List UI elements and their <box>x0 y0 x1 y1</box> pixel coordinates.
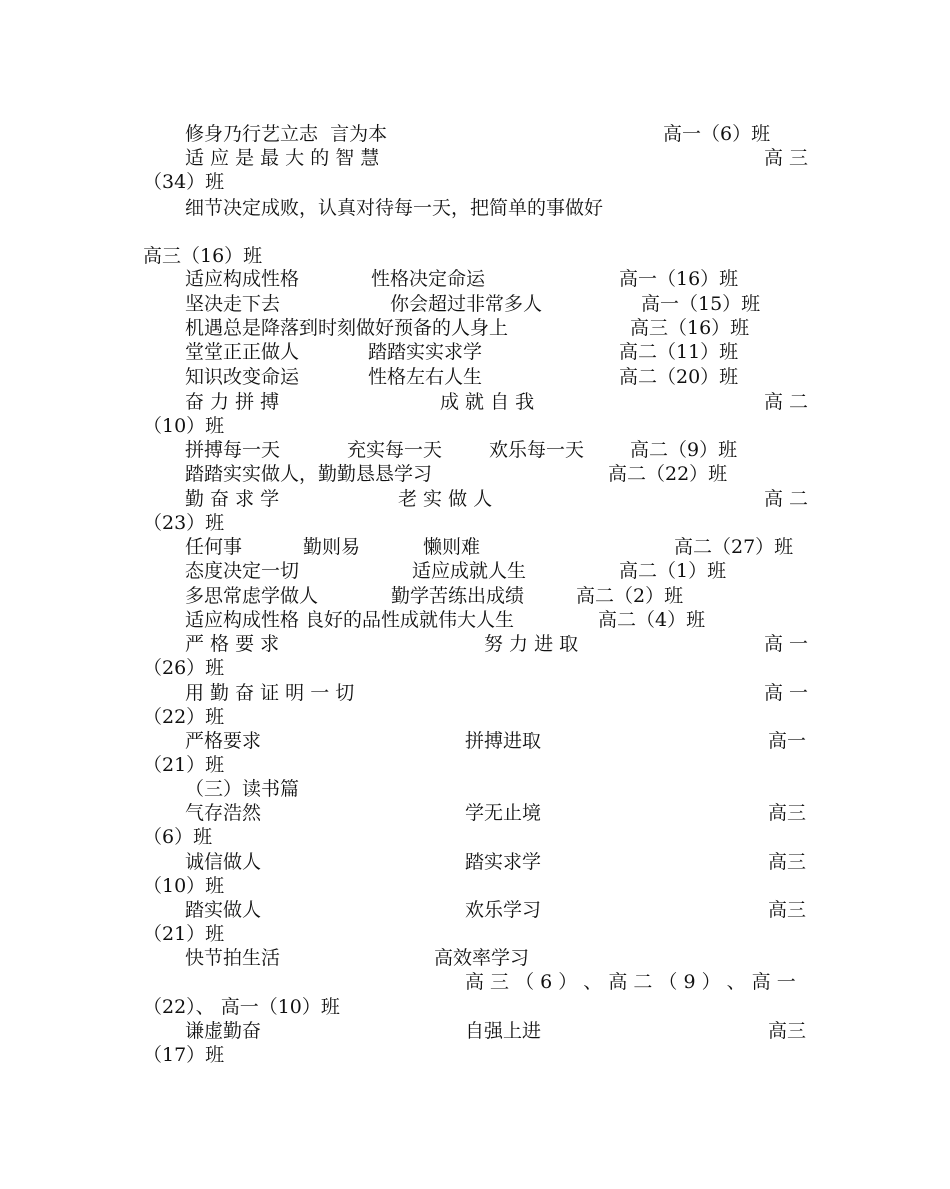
class-label: 高一 <box>768 730 807 752</box>
class-label: 高二（2）班 <box>576 585 684 607</box>
class-label: 高三 <box>768 802 807 824</box>
class-label: 高 二 <box>764 391 809 413</box>
class-label-continued: （21）班 <box>143 754 225 776</box>
class-label: 高三 <box>768 1020 807 1042</box>
class-label-continued: （10）班 <box>143 415 225 437</box>
class-label: 高二（9）班 <box>630 439 738 461</box>
motto-second: 踏踏实实求学 <box>368 341 483 363</box>
motto-second: 勤学苦练出成绩 <box>391 585 525 607</box>
class-label: 高 三 <box>764 147 809 169</box>
motto-second: 成 就 自 我 <box>440 391 535 413</box>
class-label: 高三 <box>768 899 807 921</box>
class-label: 高二（11）班 <box>619 341 739 363</box>
motto-second: 拼搏进取 <box>465 730 542 752</box>
motto-second: 勤则易 <box>303 536 361 558</box>
motto: 适 应 是 最 大 的 智 慧 <box>185 147 380 169</box>
class-label: 高 二 <box>764 488 809 510</box>
motto: 堂堂正正做人 <box>185 341 300 363</box>
motto-third: 欢乐每一天 <box>489 439 585 461</box>
class-label: 高一（16）班 <box>619 268 739 290</box>
motto-second: 欢乐学习 <box>465 899 542 921</box>
motto: 用 勤 奋 证 明 一 切 <box>185 682 355 704</box>
motto: 适应构成性格 <box>185 268 300 290</box>
class-label: 高二（1）班 <box>619 560 727 582</box>
motto: 细节决定成败，认真对待每一天，把简单的事做好 <box>185 197 604 219</box>
motto: 修身乃行艺立志 言为本 <box>185 123 388 145</box>
class-label: 高一（15）班 <box>641 293 761 315</box>
class-label-continued: （21）班 <box>143 923 225 945</box>
motto: 适应构成性格 良好的品性成就伟大人生 <box>185 609 515 631</box>
motto-second: 充实每一天 <box>347 439 443 461</box>
motto: 知识改变命运 <box>185 366 300 388</box>
class-label-continued: （26）班 <box>143 657 225 679</box>
motto-second: 性格决定命运 <box>371 268 486 290</box>
class-label: 高二（20）班 <box>619 366 739 388</box>
motto: 踏踏实实做人，勤勤恳恳学习 <box>185 463 433 485</box>
motto: 任何事 <box>185 536 243 558</box>
motto: 态度决定一切 <box>185 560 300 582</box>
class-label-continued: （34）班 <box>143 171 225 193</box>
class-label: 高二（27）班 <box>674 536 794 558</box>
motto: 勤 奋 求 学 <box>185 488 280 510</box>
motto: 机遇总是降落到时刻做好预备的人身上 <box>185 317 509 339</box>
class-label-continued: （22）、 高一（10）班 <box>143 996 340 1018</box>
motto: 严格要求 <box>185 730 262 752</box>
class-label: 高二（22）班 <box>608 463 728 485</box>
class-label-continued: （6）班 <box>143 826 213 848</box>
motto-second: 自强上进 <box>465 1020 542 1042</box>
class-label-continued: （17）班 <box>143 1044 225 1066</box>
motto: 奋 力 拼 搏 <box>185 391 280 413</box>
motto-second: 学无止境 <box>465 802 542 824</box>
class-label-continued: （22）班 <box>143 706 225 728</box>
motto: 踏实做人 <box>185 899 262 921</box>
motto-second: 适应成就人生 <box>412 560 527 582</box>
motto: 严 格 要 求 <box>185 633 280 655</box>
motto: 诚信做人 <box>185 851 262 873</box>
motto-second: 你会超过非常多人 <box>390 293 543 315</box>
motto: 气存浩然 <box>185 802 262 824</box>
class-label: 高一（6）班 <box>663 123 771 145</box>
section-heading: （三）读书篇 <box>185 778 300 800</box>
motto: 多思常虑学做人 <box>185 585 319 607</box>
class-label-continued: （23）班 <box>143 512 225 534</box>
motto: 快节拍生活 <box>185 947 281 969</box>
motto-second: 性格左右人生 <box>368 366 483 388</box>
class-label: 高三（16）班 <box>143 245 263 267</box>
class-label: 高 一 <box>764 682 809 704</box>
class-label: 高三 <box>768 851 807 873</box>
class-label-continued: （10）班 <box>143 875 225 897</box>
motto: 拼搏每一天 <box>185 439 281 461</box>
class-label: 高 三 （ 6 ） 、 高 二 （ 9 ） 、 高 一 <box>465 971 796 993</box>
class-label: 高二（4）班 <box>598 609 706 631</box>
motto-second: 努 力 进 取 <box>484 633 579 655</box>
motto-third: 懒则难 <box>423 536 481 558</box>
class-label: 高三（16）班 <box>630 317 750 339</box>
motto-second: 老 实 做 人 <box>398 488 493 510</box>
motto-second: 高效率学习 <box>434 947 530 969</box>
class-label: 高 一 <box>764 633 809 655</box>
motto: 坚决走下去 <box>185 293 281 315</box>
motto-second: 踏实求学 <box>465 851 542 873</box>
motto: 谦虚勤奋 <box>185 1020 262 1042</box>
